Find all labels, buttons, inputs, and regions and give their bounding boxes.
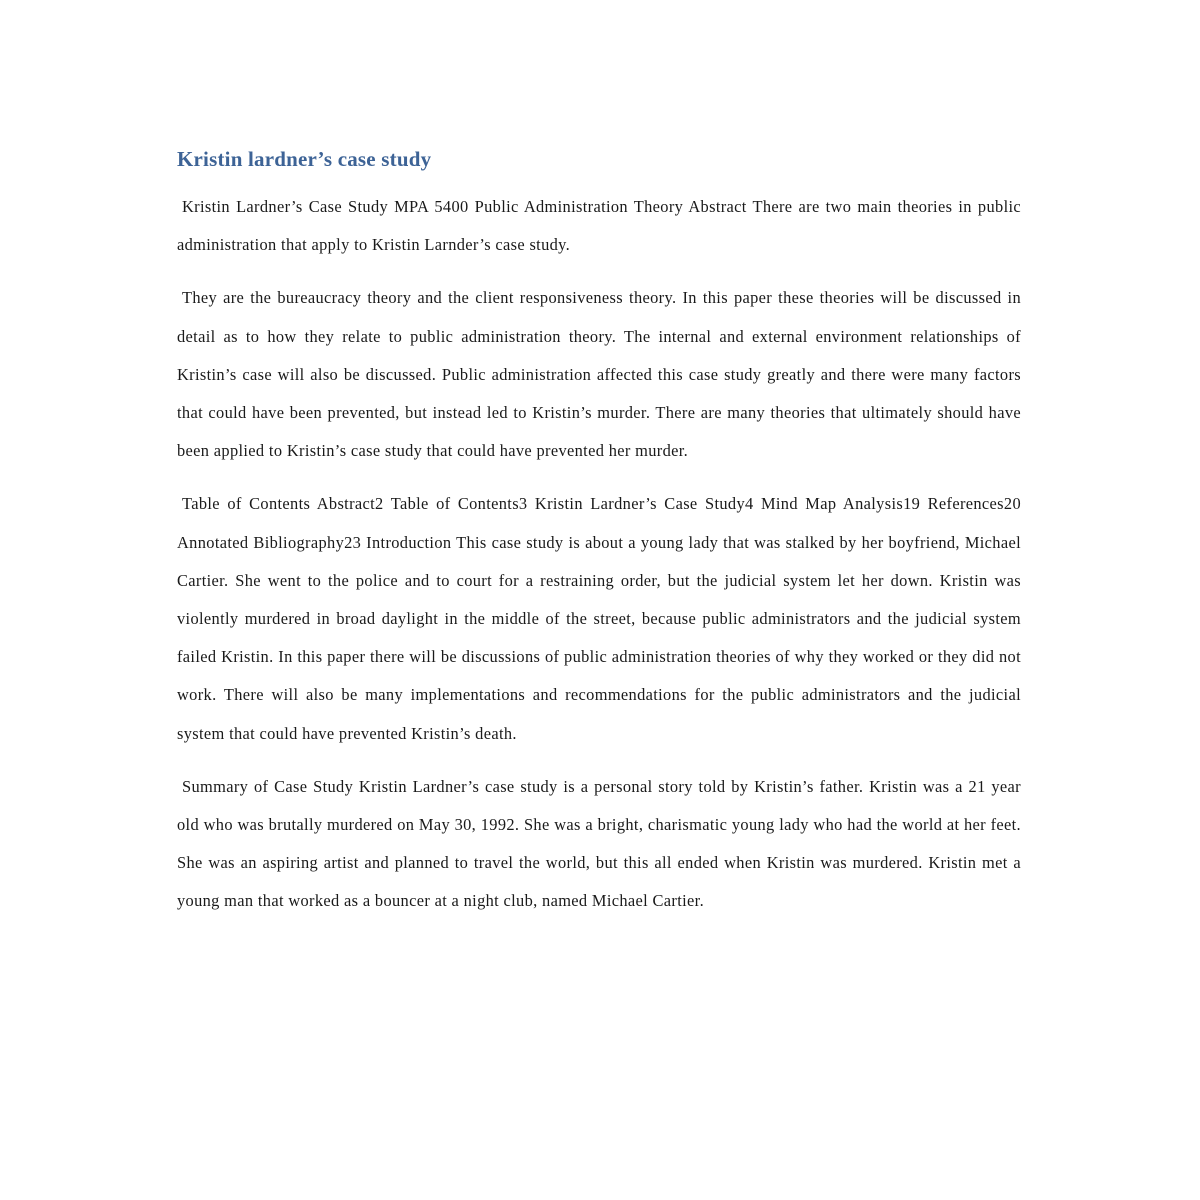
paragraph-abstract: Kristin Lardner’s Case Study MPA 5400 Public Administration Theory Abstract There are two main theories in public administration that apply to Kristin Larnder’s case study. bbox=[177, 197, 1021, 255]
document-page bbox=[177, 140, 1021, 936]
paragraph-introduction: Table of Contents Abstract2 Table of Contents3 Kristin Lardner’s Case Study4 Mind Map Analysis19 References20 Annotated Bibliography23 Introduction This case study is about a young lady that was stalked by her boyfriend, Michael Cartier. She went to the police and to court for a restraining order, but the judicial system let her down. Kristin was violently murdered in broad daylight in the middle of the street, because public administrators and the judicial system failed Kristin. In this paper there will be discussions of public administration theories of why they worked or they did not work. There will also be many implementations and recommendations for the public administrators and the judicial system that could have prevented Kristin’s death. bbox=[177, 494, 1021, 743]
paragraph-theories: They are the bureaucracy theory and the client responsiveness theory. In this paper these theories will be discussed in detail as to how they relate to public administration theory. The internal and external environment relationships of Kristin’s case will also be discussed. Public administration affected this case study greatly and there were many factors that could have been prevented, but instead led to Kristin’s murder. There are many theories that ultimately should have been applied to Kristin’s case study that could have prevented her murder. bbox=[177, 288, 1021, 461]
paragraph-summary: Summary of Case Study Kristin Lardner’s case study is a personal story told by Kristin’s father. Kristin was a 21 year old who was brutally murdered on May 30, 1992. She was a bright, charismatic young lady who had the world at her feet. She was an aspiring artist and planned to travel the world, but this all ended when Kristin was murdered. Kristin met a young man that worked as a bouncer at a night club, named Michael Cartier. bbox=[177, 776, 1021, 911]
document-title: Kristin lardner’s case study bbox=[177, 147, 432, 171]
